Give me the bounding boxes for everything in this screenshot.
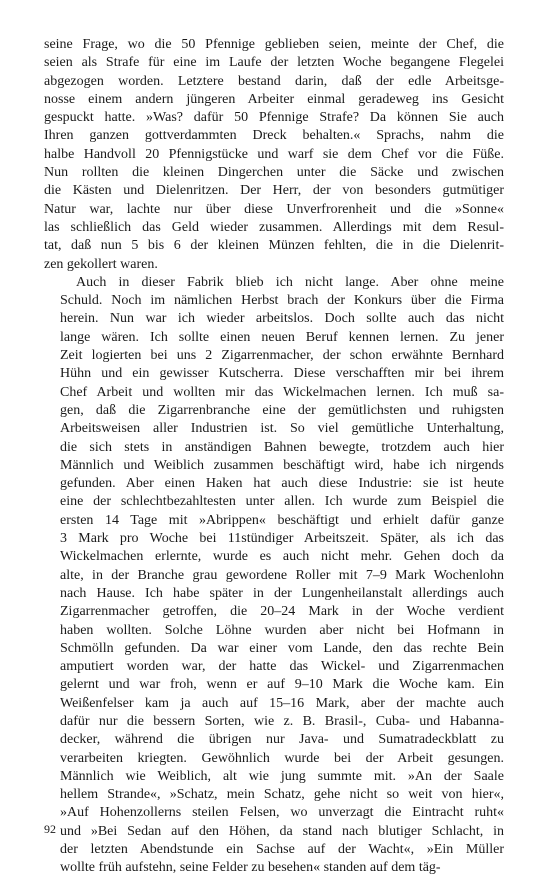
- text-line: tat, daß nun 5 bis 6 der kleinen Münzen fehlten, die in die Dielenrit-: [44, 238, 504, 254]
- text-line: herein. Nun war ich wieder arbeitslos. Doch sollte auch das nicht: [60, 311, 504, 327]
- text-line: Zeit logierten bei uns 2 Zigarrenmacher, der schon erwähnte Bernhard: [60, 348, 504, 364]
- text-line: Schmölln gefunden. Da war einer vom Lande, den das rechte Bein: [60, 640, 504, 656]
- text-line: las schließlich das Geld wieder zusammen. Allerdings mit dem Resul-: [44, 219, 504, 235]
- paragraph: [44, 36, 504, 274]
- paragraph: [44, 274, 504, 878]
- text-line: decker, während die übrigen nur Java- und Sumatradeckblatt zu: [60, 732, 504, 748]
- text-line: gen, daß die Zigarrenbranche eine der gemütlichsten und ruhigsten: [60, 402, 504, 418]
- text-line: eine der schlechtbezahltesten unter allen. Ich wurde zum Beispiel die: [60, 494, 504, 510]
- text-line: der letzten Abendstunde ein Sachse auf der Wacht«, »Ein Müller: [60, 842, 504, 858]
- text-line: gespuckt hatte. »Was? dafür 50 Pfennige Strafe? Da können Sie auch: [44, 110, 504, 126]
- text-line: ersten 14 Tage mit »Abrippen« beschäftigt und erhielt dafür ganze: [60, 512, 504, 528]
- text-line: Nun rollten die kleinen Dingerchen unter die Säcke und zwischen: [44, 165, 504, 181]
- text-line: »Auf Hohenzollerns steilen Felsen, wo unverzagt die Eintracht ruht«: [60, 805, 504, 821]
- text-line: Männlich wie Weiblich, alt wie jung summte mit. »An der Saale: [60, 768, 504, 784]
- text-line: dafür nur die bessern Sorten, wie z. B. Brasil-, Cuba- und Habanna-: [60, 713, 504, 729]
- text-line: seien als Strafe für eine im Laufe der letzten Woche begangene Flegelei: [44, 55, 504, 71]
- text-line: gefunden. Aber einen Haken hat auch diese Industrie: sie ist heute: [60, 476, 504, 492]
- text-line: abgezogen worden. Letztere bestand darin, daß der edle Arbeitsge-: [44, 73, 504, 89]
- text-line: und »Bei Sedan auf den Höhen, da stand nach blutiger Schlacht, in: [60, 823, 504, 839]
- text-line: alte, in der Branche grau gewordene Roller mit 7–9 Mark Wochenlohn: [60, 567, 504, 583]
- text-line: seine Frage, wo die 50 Pfennige geblieben seien, meinte der Chef, die: [44, 37, 504, 52]
- text-line: Weißenfelser kam ja auch auf 15–16 Mark, aber der machte auch: [60, 695, 504, 711]
- text-line: nach Hause. Ich habe später in der Lungenheilanstalt allerdings auch: [60, 585, 504, 601]
- text-line: die Kästen und Dielenritzen. Der Herr, der von besonders gutmütiger: [44, 183, 504, 199]
- text-line: Hühn und ein gewisser Kutscherra. Diese verschafften mir bei ihrem: [60, 366, 504, 382]
- text-line: halbe Handvoll 20 Pfennigstücke und warf sie dem Chef vor die Füße.: [44, 146, 504, 162]
- text-line: amputiert worden war, der hatte das Wickel- und Zigarrenmachen: [60, 659, 504, 675]
- text-line: Arbeitsweisen aller Industrien ist. So viel gemütliche Unterhaltung,: [60, 421, 504, 437]
- text-line: Auch in dieser Fabrik blieb ich nicht lange. Aber ohne meine: [76, 274, 504, 290]
- text-line: gelernt und war froh, wenn er auf 9–10 Mark die Woche kam. Ein: [60, 677, 504, 693]
- text-line: nosse einem andern jüngeren Arbeiter einmal geradeweg ins Gesicht: [44, 91, 504, 107]
- text-line: Wickelmachen erlernte, wurde es auch nicht mehr. Gehen doch da: [60, 549, 504, 565]
- text-line: Zigarrenmacher getroffen, die 20–24 Mark in der Woche verdient: [60, 604, 504, 620]
- text-line: 3 Mark pro Woche bei 11stündiger Arbeitszeit. Später, als ich das: [60, 531, 504, 547]
- text-line: die sich stets in anständigen Bahnen bewegte, trotzdem auch hier: [60, 439, 504, 455]
- text-line: Schuld. Noch im nämlichen Herbst brach der Konkurs über die Firma: [60, 293, 504, 309]
- text-line: haben wollten. Solche Löhne wurden aber nicht bei Hofmann in: [60, 622, 504, 638]
- text-line: lange wären. Ich sollte einen neuen Beruf kennen lernen. Zu jener: [60, 329, 504, 345]
- text-line: zen gekollert waren.: [44, 256, 158, 272]
- text-line: Chef Arbeit und wollten mir das Wickelmachen lernen. Ich muß sa-: [60, 384, 504, 400]
- page-number: 92: [44, 822, 56, 836]
- book-page: [44, 36, 504, 878]
- text-line: hellem Strande«, »Schatz, mein Schatz, gehe nicht so weit von hier«,: [60, 787, 504, 803]
- text-line: verarbeiten kriegten. Gewöhnlich wurde bei der Arbeit gesungen.: [60, 750, 504, 766]
- text-line: Männlich und Weiblich zusammen beschäftigt wird, habe ich nirgends: [60, 457, 504, 473]
- text-line: Ihren ganzen gottverdammten Dreck behalten.« Sprachs, nahm die: [44, 128, 504, 144]
- text-line: Natur war, lachte nur über diese Unverfrorenheit und die »Sonne«: [44, 201, 504, 217]
- text-line: wollte früh aufstehn, seine Felder zu besehen« standen auf dem täg-: [60, 860, 441, 876]
